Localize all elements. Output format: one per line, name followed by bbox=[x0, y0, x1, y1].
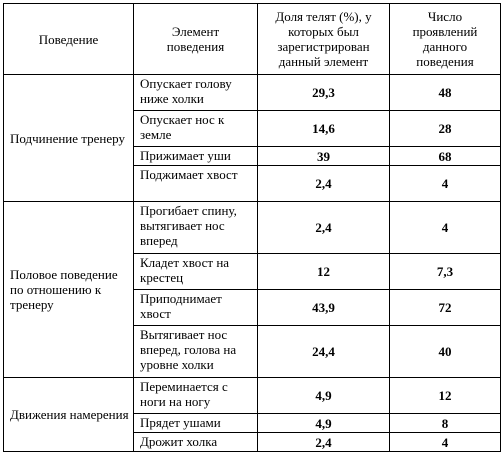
share-cell: 2,4 bbox=[258, 202, 390, 254]
header-element: Элемент поведения bbox=[134, 4, 258, 75]
element-cell: Опускает голову ниже холки bbox=[134, 75, 258, 111]
behavior-cell: Подчинение тренеру bbox=[4, 75, 134, 202]
count-cell: 40 bbox=[390, 326, 501, 378]
count-cell: 8 bbox=[390, 414, 501, 433]
header-share: Доля телят (%), у которых был зарегистрирован данный элемент bbox=[258, 4, 390, 75]
element-cell: Прижимает уши bbox=[134, 147, 258, 166]
element-cell: Приподнимает хвост bbox=[134, 290, 258, 326]
element-cell: Поджимает хвост bbox=[134, 166, 258, 202]
count-cell: 7,3 bbox=[390, 254, 501, 290]
count-cell: 68 bbox=[390, 147, 501, 166]
share-cell: 12 bbox=[258, 254, 390, 290]
table-row bbox=[4, 75, 501, 111]
share-cell: 4,9 bbox=[258, 414, 390, 433]
count-cell: 72 bbox=[390, 290, 501, 326]
count-cell: 28 bbox=[390, 111, 501, 147]
share-cell: 4,9 bbox=[258, 378, 390, 414]
count-cell: 4 bbox=[390, 166, 501, 202]
count-cell: 4 bbox=[390, 202, 501, 254]
element-cell: Опускает нос к земле bbox=[134, 111, 258, 147]
behavior-cell: Половое поведение по отношению к тренеру bbox=[4, 202, 134, 378]
count-cell: 12 bbox=[390, 378, 501, 414]
element-cell: Прогибает спину, вытягивает нос вперед bbox=[134, 202, 258, 254]
header-row bbox=[4, 4, 501, 75]
share-cell: 2,4 bbox=[258, 433, 390, 452]
header-count: Число проявлений данного поведения bbox=[390, 4, 501, 75]
behavior-table bbox=[3, 3, 501, 452]
table-row bbox=[4, 202, 501, 254]
element-cell: Переминается с ноги на ногу bbox=[134, 378, 258, 414]
count-cell: 4 bbox=[390, 433, 501, 452]
element-cell: Вытягивает нос вперед, голова на уровне холки bbox=[134, 326, 258, 378]
share-cell: 2,4 bbox=[258, 166, 390, 202]
share-cell: 39 bbox=[258, 147, 390, 166]
share-cell: 43,9 bbox=[258, 290, 390, 326]
behavior-cell: Движения намерения bbox=[4, 378, 134, 452]
table-row bbox=[4, 378, 501, 414]
element-cell: Дрожит холка bbox=[134, 433, 258, 452]
header-behavior: Поведение bbox=[4, 4, 134, 75]
element-cell: Кладет хвост на крестец bbox=[134, 254, 258, 290]
share-cell: 14,6 bbox=[258, 111, 390, 147]
share-cell: 24,4 bbox=[258, 326, 390, 378]
count-cell: 48 bbox=[390, 75, 501, 111]
element-cell: Прядет ушами bbox=[134, 414, 258, 433]
share-cell: 29,3 bbox=[258, 75, 390, 111]
